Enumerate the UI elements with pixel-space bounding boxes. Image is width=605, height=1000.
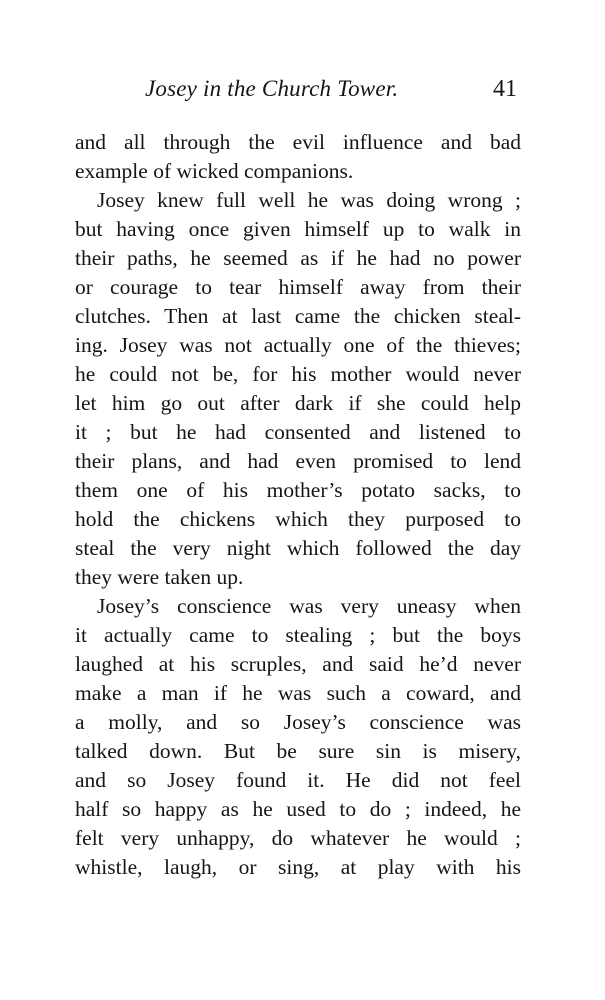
text-line: Josey knew full well he was doing wrong ; — [97, 188, 521, 212]
text-line: and so Josey found it. He did not feel — [75, 768, 521, 792]
text-line: felt very unhappy, do whatever he would ; — [75, 826, 521, 850]
text-line: let him go out after dark if she could help — [75, 391, 521, 415]
text-line: them one of his mother’s potato sacks, to — [75, 478, 521, 502]
running-head-title: Josey in the Church Tower. — [145, 76, 399, 101]
text-line: or courage to tear himself away from their — [75, 275, 521, 299]
text-line: their plans, and had even promised to lend — [75, 449, 521, 473]
text-line: laughed at his scruples, and said he’d never — [75, 652, 521, 676]
text-line: it actually came to stealing ; but the boys — [75, 623, 521, 647]
text-line: make a man if he was such a coward, and — [75, 681, 521, 705]
text-line: hold the chickens which they purposed to — [75, 507, 521, 531]
text-line: half so happy as he used to do ; indeed, he — [75, 797, 521, 821]
text-line: their paths, he seemed as if he had no power — [75, 246, 521, 270]
text-line: it ; but he had consented and listened to — [75, 420, 521, 444]
text-line: steal the very night which followed the day — [75, 536, 521, 560]
text-line: they were taken up. — [75, 565, 244, 589]
text-line: ing. Josey was not actually one of the thieves; — [75, 333, 521, 357]
text-line: clutches. Then at last came the chicken steal- — [75, 304, 521, 328]
text-line: example of wicked companions. — [75, 159, 354, 183]
text-line: he could not be, for his mother would never — [75, 362, 521, 386]
page-number: 41 — [493, 76, 517, 102]
text-line: but having once given himself up to walk in — [75, 217, 521, 241]
text-line: and all through the evil influence and bad — [75, 130, 521, 154]
text-line: Josey’s conscience was very uneasy when — [97, 594, 521, 618]
text-line: a molly, and so Josey’s conscience was — [75, 710, 521, 734]
text-line: talked down. But be sure sin is misery, — [75, 739, 521, 763]
text-line: whistle, laugh, or sing, at play with his — [75, 855, 521, 879]
